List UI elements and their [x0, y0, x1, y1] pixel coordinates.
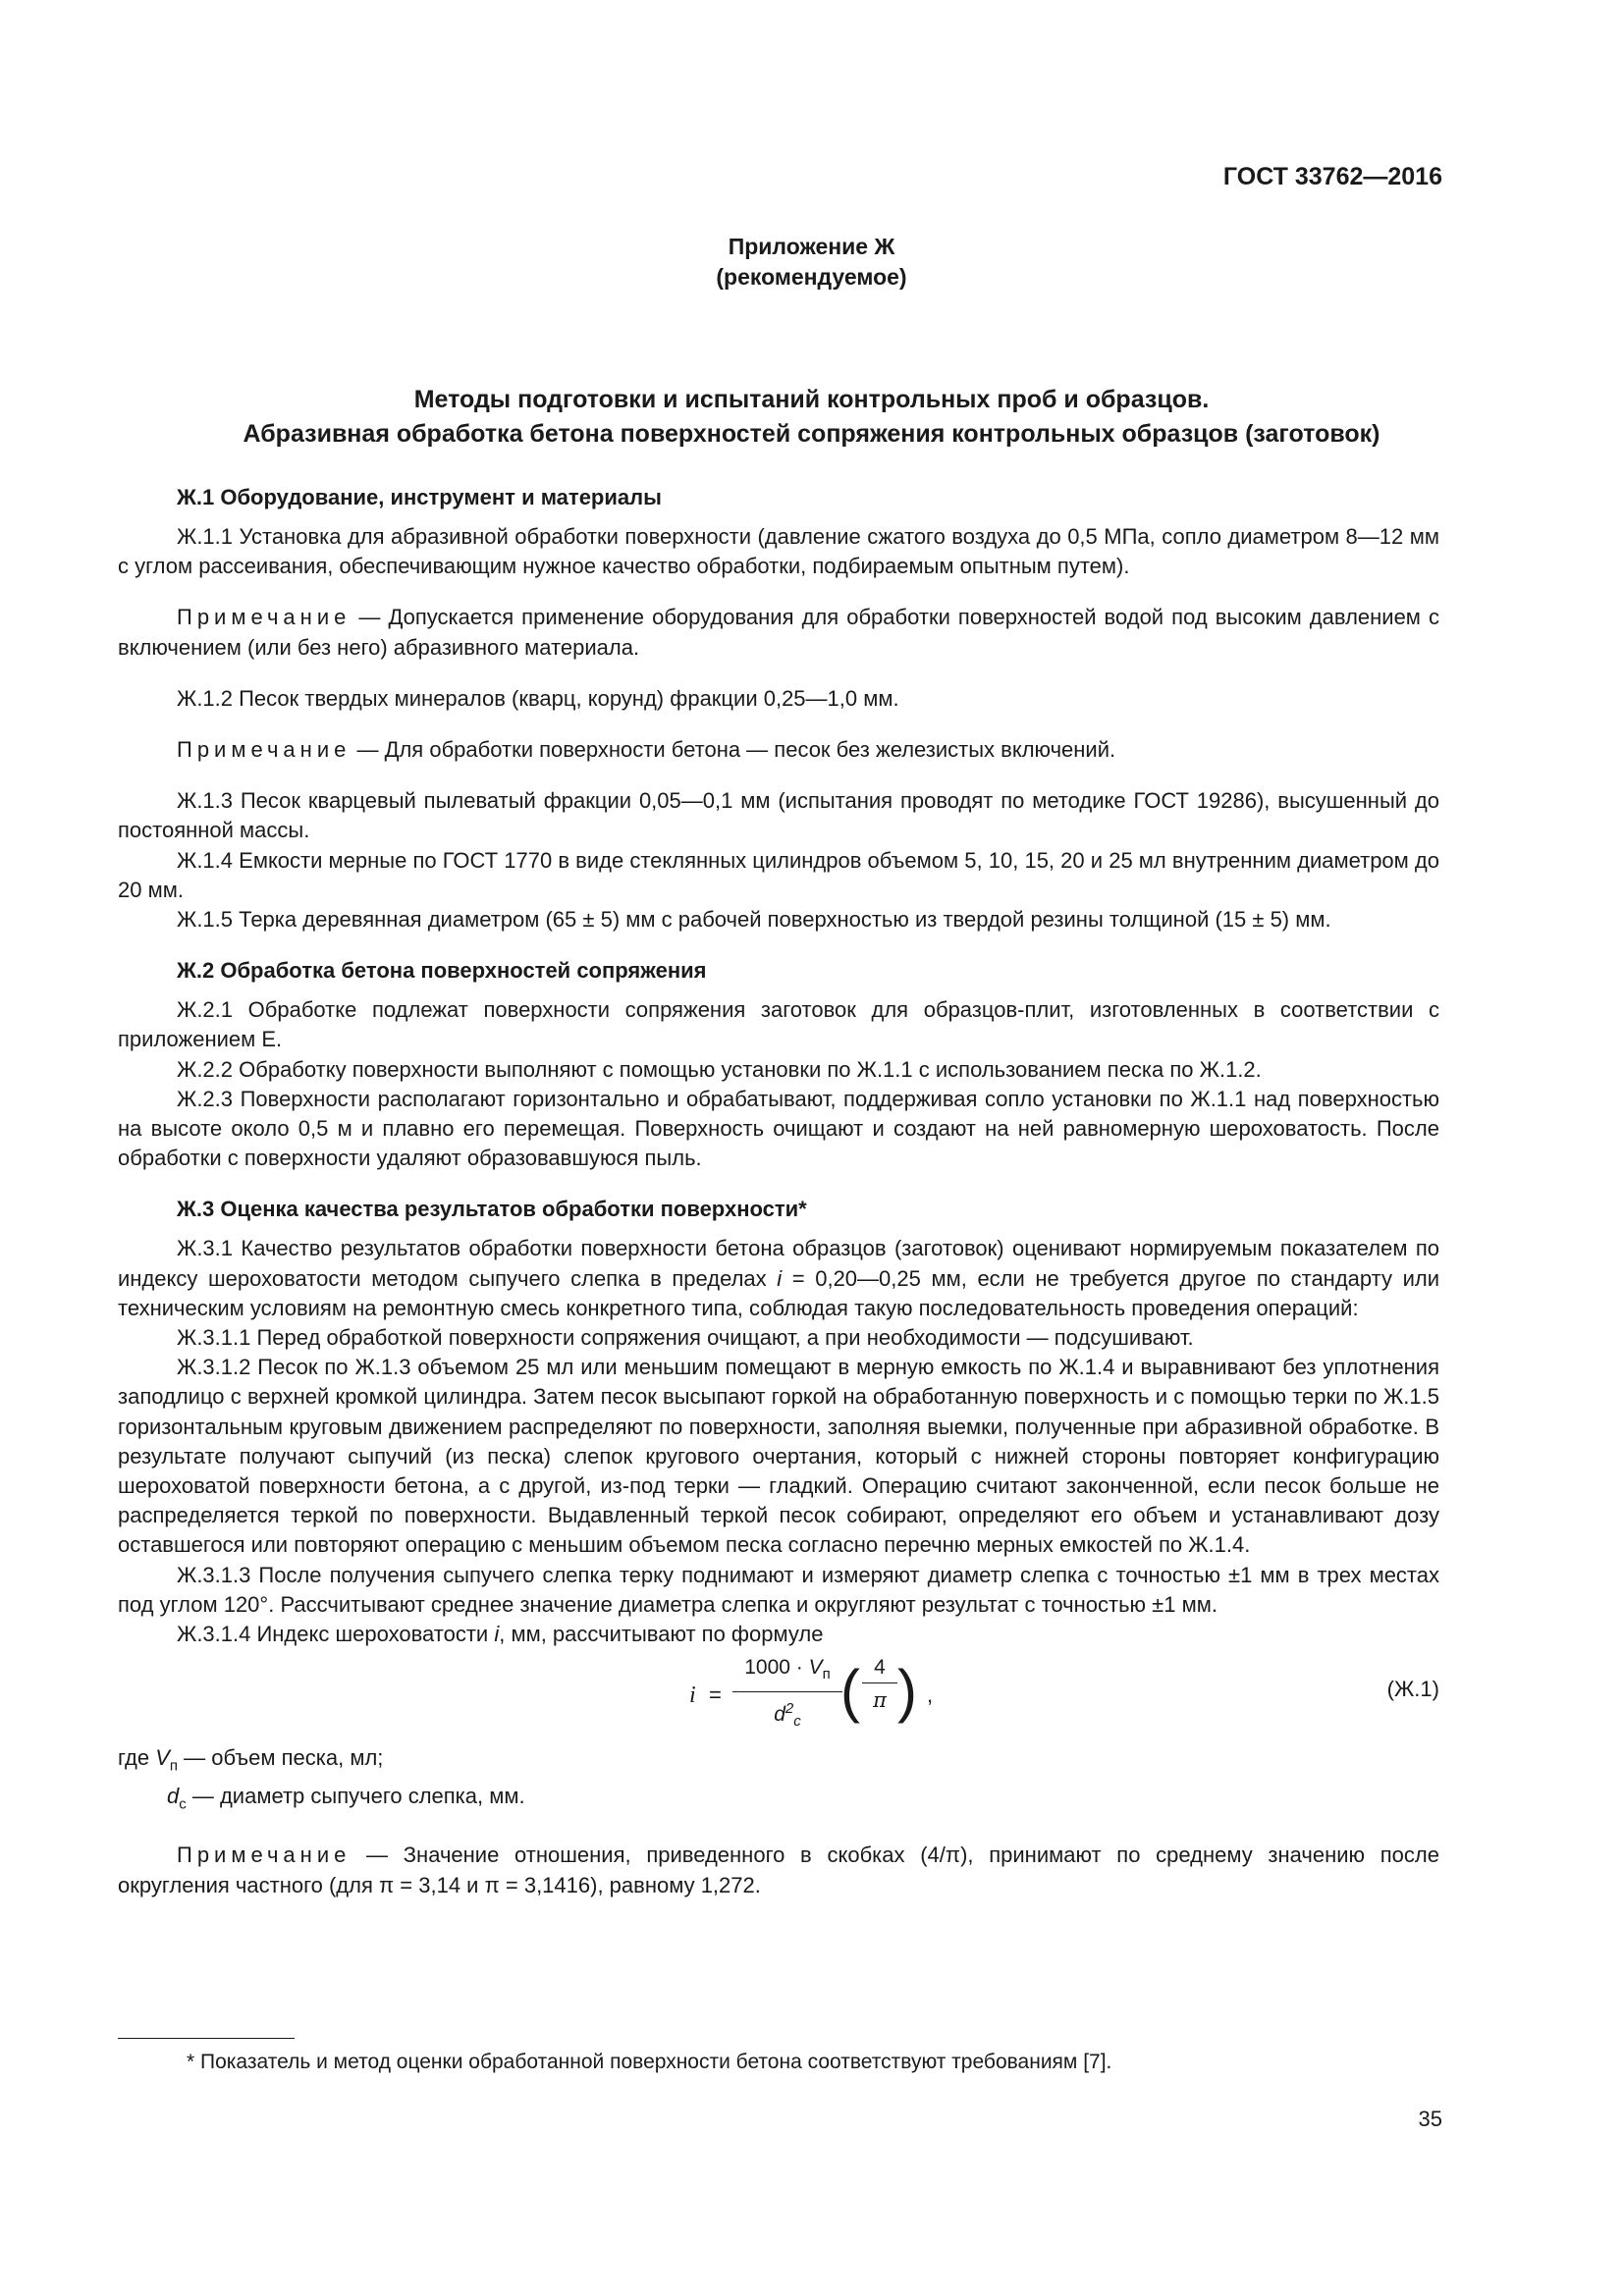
paragraph-3-3-1-4-text-b: , мм, рассчитывают по формуле	[499, 1622, 824, 1647]
index-symbol: i	[494, 1622, 500, 1647]
footnote-divider	[118, 2038, 295, 2039]
paragraph-3-3-1-text-a: Ж.3.1 Качество результатов обработки поверхности бетона образцов (заготовок) оценивают нормируемым показателем по индексу шероховатости методом сыпучего слепка в пределах	[118, 1236, 1439, 1291]
denominator-exponent: 2	[784, 1700, 794, 1718]
paragraph-2-2-1: Ж.2.1 Обработке подлежат поверхности сопряжения заготовок для образцов-плит, изготовленных в соответствии с приложением Е.	[118, 997, 1439, 1052]
appendix-status: (рекомендуемое)	[716, 264, 907, 290]
section-heading-1: Ж.1 Оборудование, инструмент и материалы	[177, 485, 662, 509]
document-body	[118, 483, 1439, 1900]
note-2	[118, 735, 1439, 765]
footnote: * Показатель и метод оценки обработанной поверхности бетона соответствуют требованиям [7].	[187, 2051, 1112, 2073]
legend-line-1	[118, 1743, 1439, 1782]
note-label: Примечание	[177, 1842, 352, 1868]
formula-denominator	[732, 1692, 842, 1738]
paren-fraction-denominator: π	[873, 1688, 887, 1713]
numerator-variable: V	[808, 1656, 823, 1680]
paragraph-1-1-2: Ж.1.2 Песок твердых минералов (кварц, корунд) фракции 0,25—1,0 мм.	[177, 685, 899, 711]
paragraph-1-1-3: Ж.1.3 Песок кварцевый пылеватый фракции 0,05—0,1 мм (испытания проводят по методике ГОСТ 19286), высушенный до постоянной массы.	[118, 788, 1439, 843]
numerator-subscript: п	[822, 1666, 831, 1683]
note-3	[118, 1841, 1439, 1899]
denominator-subscript: с	[793, 1713, 801, 1731]
document-code: ГОСТ 33762—2016	[1222, 163, 1442, 190]
formula-numerator	[732, 1653, 842, 1692]
formula-paren-open: (	[840, 1658, 860, 1725]
denominator-variable: d	[774, 1703, 785, 1727]
paragraph-3-3-1-text-b: = 0,20—0,25 мм, если не требуется другое по стандарту или техническим условиям на ремонтную смесь конкретного типа, соблюдая такую последовательность проведения операций:	[118, 1265, 1439, 1320]
appendix-main-title	[98, 383, 1525, 452]
paragraph-2-2-2: Ж.2.2 Обработку поверхности выполняют с помощью установки по Ж.1.1 с использованием песка по Ж.1.2.	[177, 1056, 1262, 1082]
legend-where: где	[118, 1745, 156, 1771]
paragraph-3-3-1-1: Ж.3.1.1 Перед обработкой поверхности сопряжения очищают, а при необходимости — подсушивают.	[177, 1325, 1194, 1351]
section-heading-2: Ж.2 Обработка бетона поверхностей сопряжения	[177, 958, 707, 984]
note-1-text: — Допускается применение оборудования для обработки поверхностей водой под высоким давлением с включением (или без него) абразивного материала.	[118, 605, 1439, 660]
formula-paren-close: )	[897, 1658, 917, 1725]
page-number: 35	[1418, 2107, 1442, 2131]
paragraph-1-1-4: Ж.1.4 Емкости мерные по ГОСТ 1770 в виде стеклянных цилиндров объемом 5, 10, 15, 20 и 25 мл внутренним диаметром до 20 мм.	[118, 847, 1439, 902]
legend-subscript: с	[179, 1795, 187, 1813]
paragraph-1-1-5: Ж.1.5 Терка деревянная диаметром (65 ± 5) мм с рабочей поверхностью из твердой резины толщиной (15 ± 5) мм.	[177, 907, 1331, 933]
note-label: Примечание	[177, 737, 352, 763]
legend-text: — диаметр сыпучего слепка, мм.	[186, 1783, 525, 1808]
paragraph-3-3-1-4	[118, 1620, 1439, 1649]
formula-paren-fraction	[862, 1653, 897, 1717]
formula-fraction	[732, 1653, 842, 1738]
paren-fraction-numerator: 4	[862, 1653, 897, 1683]
title-line-1: Методы подготовки и испытаний контрольных проб и образцов.	[413, 386, 1210, 413]
paragraph-3-3-1-4-text-a: Ж.3.1.4 Индекс шероховатости	[177, 1622, 495, 1647]
formula-zh1	[118, 1653, 1439, 1737]
appendix-heading	[0, 232, 1623, 293]
section-heading-3: Ж.3 Оценка качества результатов обработки поверхности*	[177, 1197, 807, 1222]
paragraph-1-1-1: Ж.1.1 Установка для абразивной обработки поверхности (давление сжатого воздуха до 0,5 МПа, сопло диаметром 8—12 мм с углом рассеивания, обеспечивающим нужное качество обработки, подбираемым опытным путем).	[118, 524, 1439, 579]
paragraph-2-2-3: Ж.2.3 Поверхности располагают горизонтально и обрабатывают, поддерживая сопло установки по Ж.1.1 над поверхностью на высоте около 0,5 м и плавно его перемещая. Поверхность очищают и создают на ней равномерную шероховатость. После обработки с поверхности удаляют образовавшуюся пыль.	[118, 1086, 1439, 1171]
index-symbol: i	[777, 1265, 783, 1291]
note-2-text: — Для обработки поверхности бетона — песок без железистых включений.	[351, 737, 1116, 763]
numerator-constant: 1000 ·	[744, 1656, 809, 1680]
formula-comma: ,	[927, 1682, 934, 1708]
legend-variable-d: d	[167, 1783, 180, 1808]
legend-subscript: п	[169, 1757, 179, 1775]
title-line-2: Абразивная обработка бетона поверхностей сопряжения контрольных образцов (заготовок)	[243, 420, 1380, 448]
paragraph-3-3-1-3: Ж.3.1.3 После получения сыпучего слепка терку поднимают и измеряют диаметр слепка с точностью ±1 мм в трех местах под углом 120°. Рассчитывают среднее значение диаметра слепка и округляют результат с точностью ±1 мм.	[118, 1562, 1439, 1617]
legend-text: — объем песка, мл;	[178, 1745, 384, 1771]
note-3-text: — Значение отношения, приведенного в скобках (4/π), принимают по среднему значению после округления частного (для π = 3,14 и π = 3,1416), равному 1,272.	[118, 1842, 1439, 1897]
formula-number: (Ж.1)	[1386, 1677, 1439, 1702]
paragraph-3-3-1-2: Ж.3.1.2 Песок по Ж.1.3 объемом 25 мл или меньшим помещают в мерную емкость по Ж.1.4 и выравнивают без уплотнения заподлицо с верхней кромкой цилиндра. Затем песок высыпают горкой на обработанную поверхность и с помощью терки по Ж.1.5 горизонтальным круговым движением распределяют по поверхности, заполняя выемки, полученные при абразивной обработке. В результате получают сыпучий (из песка) слепок кругового очертания, который с нижней стороны повторяет конфигурацию шероховатой поверхности бетона, а с другой, из-под терки — гладкий. Операцию считают законченной, если песок больше не распределяется теркой по поверхности. Выдавленный теркой песок собирают, определяют его объем и устанавливают дозу оставшегося или повторяют операцию с меньшим объемом песка согласно перечню мерных емкостей по Ж.1.4.	[118, 1355, 1439, 1558]
formula-lhs: i	[689, 1682, 696, 1709]
legend-line-2	[118, 1782, 1439, 1820]
appendix-title: Приложение Ж	[728, 234, 895, 259]
paragraph-3-3-1	[118, 1234, 1439, 1323]
note-1	[118, 603, 1439, 662]
note-label: Примечание	[177, 605, 352, 630]
formula-equals: =	[709, 1682, 722, 1708]
legend-variable-v: V	[155, 1745, 170, 1771]
